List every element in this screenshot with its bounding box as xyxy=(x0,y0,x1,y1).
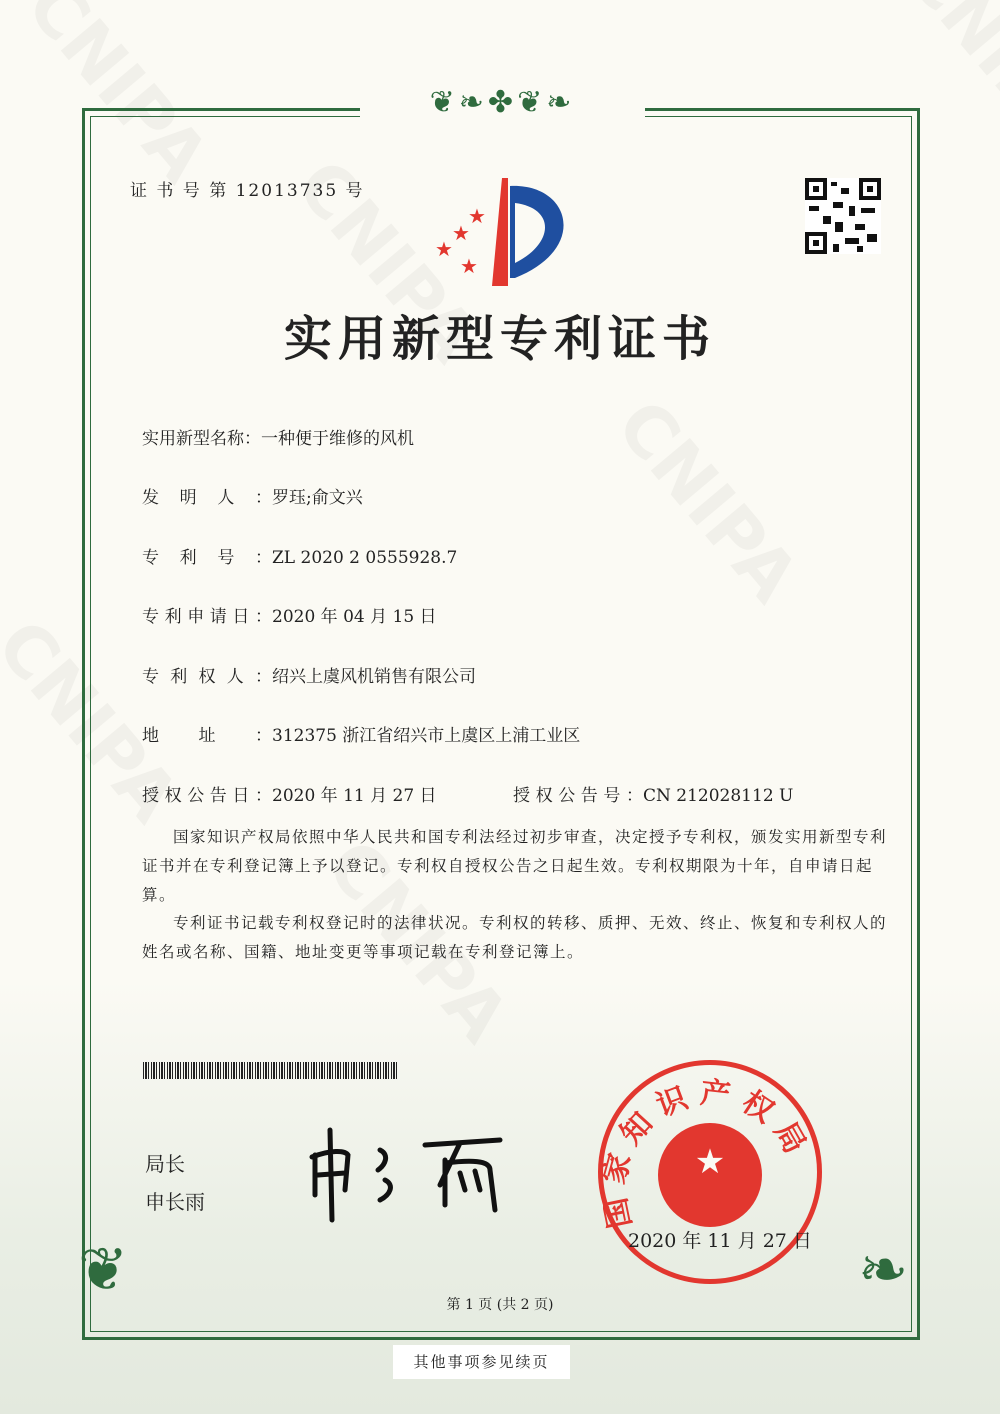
svg-text:★: ★ xyxy=(694,1142,726,1182)
continuation-note: 其他事项参见续页 xyxy=(393,1345,570,1379)
field-patentee xyxy=(142,662,476,687)
barcode xyxy=(143,1062,398,1079)
field-value: 2020 年 11 月 27 日 xyxy=(272,786,437,806)
ornament-bottom-right: ❧ xyxy=(858,1235,909,1305)
field-value: 绍兴上虞风机销售有限公司 xyxy=(272,667,476,687)
field-value: ZL 2020 2 0555928.7 xyxy=(272,548,458,568)
field-label: 实用新型名称： xyxy=(142,429,261,449)
field-inventor xyxy=(142,483,363,508)
director-name: 申长雨 xyxy=(145,1190,205,1214)
cnipa-logo xyxy=(430,178,580,290)
field-value: 312375 浙江省绍兴市上虞区上浦工业区 xyxy=(272,726,581,746)
seal-text: 知识产权局 xyxy=(613,1075,817,1169)
field-label: 授权公告号： xyxy=(513,786,643,806)
statement-paragraph: 专利证书记载专利权登记时的法律状况。专利权的转移、质押、无效、终止、恢复和专利权人的姓名或名称、国籍、地址变更等事项记载在专利登记簿上。 xyxy=(142,914,888,961)
qr-code[interactable] xyxy=(805,178,881,254)
field-patent-number xyxy=(142,543,457,568)
svg-text:★: ★ xyxy=(468,204,486,228)
field-value: 罗珏;俞文兴 xyxy=(272,488,363,508)
certificate-number: 证 书 号 第 12013735 号 xyxy=(130,181,365,201)
seal-date: 2020 年 11 月 27 日 xyxy=(628,1230,812,1252)
field-label: 授权公告日： xyxy=(142,786,272,806)
field-label: 地址： xyxy=(142,726,272,746)
field-value: CN 212028112 U xyxy=(643,786,794,806)
ornament-bottom-left: ❦ xyxy=(78,1235,129,1305)
svg-text:★: ★ xyxy=(435,237,453,261)
ornament-top: ❦❧✤❦❧ xyxy=(360,85,645,120)
svg-text:★: ★ xyxy=(452,221,470,245)
field-utility-model-name xyxy=(142,424,414,449)
field-grant-date xyxy=(142,781,437,806)
director-signature xyxy=(300,1125,520,1225)
svg-text:★: ★ xyxy=(460,254,478,278)
field-label: 专利申请日： xyxy=(142,607,272,627)
field-application-date xyxy=(142,602,437,627)
field-announcement-number xyxy=(513,781,793,806)
field-address xyxy=(142,721,580,746)
field-label: 发明人： xyxy=(142,488,272,508)
certificate-title: 实用新型专利证书 xyxy=(283,311,716,367)
director-title: 局长 xyxy=(145,1152,185,1176)
field-value: 2020 年 04 月 15 日 xyxy=(272,607,437,627)
field-value: 一种便于维修的风机 xyxy=(261,429,414,449)
page-number: 第 1 页 (共 2 页) xyxy=(446,1297,554,1313)
statement-paragraph: 国家知识产权局依照中华人民共和国专利法经过初步审查，决定授予专利权，颁发实用新型专利证书并在专利登记簿上予以登记。专利权自授权公告之日起生效。专利权期限为十年，自申请日起算。 xyxy=(142,828,888,904)
field-label: 专利权人： xyxy=(142,667,272,687)
field-label: 专利号： xyxy=(142,548,272,568)
